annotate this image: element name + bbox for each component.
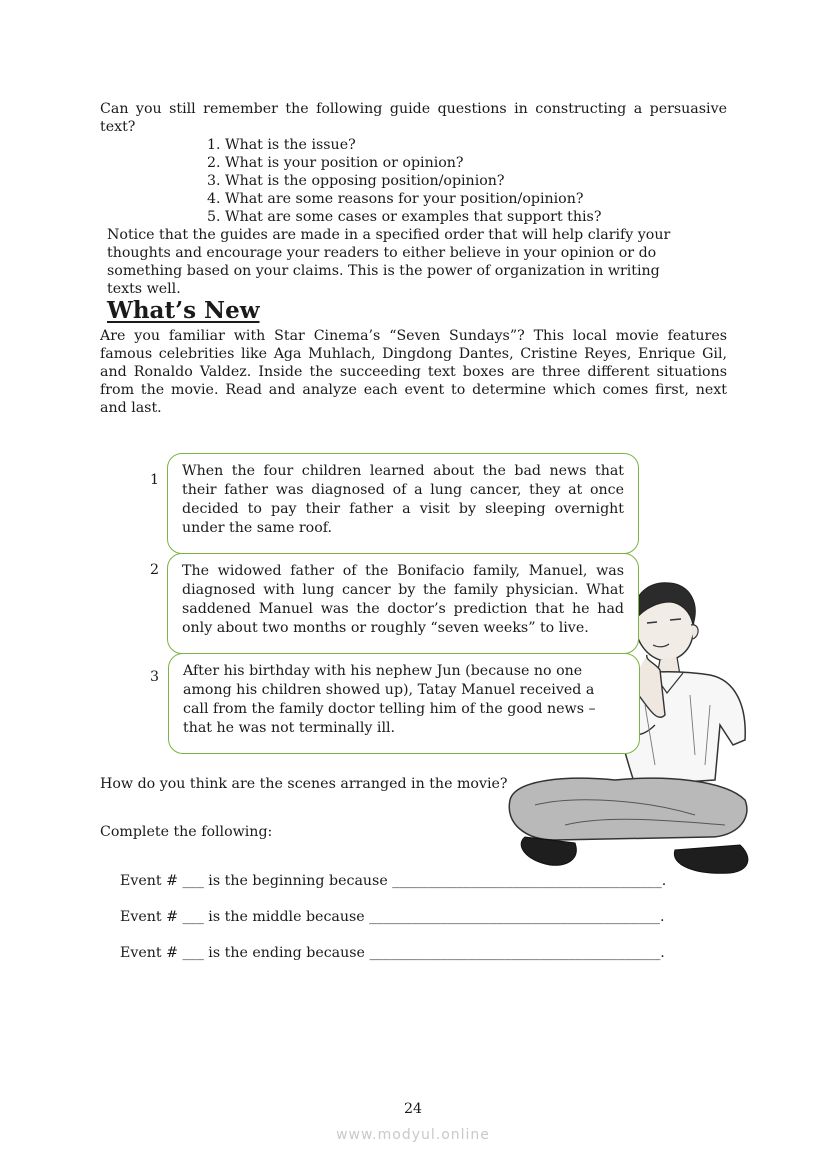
watermark: www.modyul.online xyxy=(336,1127,490,1143)
instruction-text: Complete the following: xyxy=(100,824,273,840)
question-text: How do you think are the scenes arranged in the movie? xyxy=(100,776,508,792)
event-box-1 xyxy=(167,453,639,554)
event-text: After his birthday with his nephew Jun (because no one among his children showed up), Tatay Manuel received a call from the family doctor telling him of the good news – that he was not terminally ill. xyxy=(183,663,596,736)
guide-question: 3. What is the opposing position/opinion? xyxy=(225,172,705,190)
event-number: 3 xyxy=(150,669,160,685)
event-number: 1 xyxy=(150,472,160,488)
event-text: When the four children learned about the bad news that their father was diagnosed of a lung cancer, they at once decided to pay their father a visit by sleeping overnight under the same roof. xyxy=(182,463,624,536)
event-text: The widowed father of the Bonifacio family, Manuel, was diagnosed with lung cancer by the family physician. What saddened Manuel was the doctor’s prediction that he had only about two months or roughly “seven weeks” to live. xyxy=(182,563,624,636)
notice-text: Notice that the guides are made in a specified order that will help clarify your thoughts and encourage your readers to either believe in your opinion or do something based on your claims. This is the power of organization in writing texts well. xyxy=(107,227,671,297)
guide-question: 5. What are some cases or examples that support this? xyxy=(225,208,705,226)
guide-question: 4. What are some reasons for your position/opinion? xyxy=(225,190,705,208)
guide-question: 1. What is the issue? xyxy=(225,136,705,154)
event-box-3 xyxy=(168,653,640,754)
event-number: 2 xyxy=(150,562,160,578)
guide-question-list xyxy=(200,136,705,226)
section-paragraph: Are you familiar with Star Cinema’s “Seven Sundays”? This local movie features famous celebrities like Aga Muhlach, Dingdong Dantes, Cristine Reyes, Enrique Gil, and Ronaldo Valdez. Inside the succeeding text boxes are three different situations from the movie. Read and analyze each event to determine which comes first, next and last. xyxy=(100,328,727,416)
event-box-2 xyxy=(167,553,639,654)
section-title: What’s New xyxy=(107,297,260,324)
completion-line: Event # ___ is the middle because _________________________________________. xyxy=(120,909,665,925)
page-number: 24 xyxy=(403,1101,423,1117)
intro-text: Can you still remember the following guide questions in constructing a persuasive text? xyxy=(100,101,727,135)
guide-question: 2. What is your position or opinion? xyxy=(225,154,705,172)
completion-line: Event # ___ is the ending because _________________________________________. xyxy=(120,945,665,961)
completion-line: Event # ___ is the beginning because ______________________________________. xyxy=(120,873,667,889)
